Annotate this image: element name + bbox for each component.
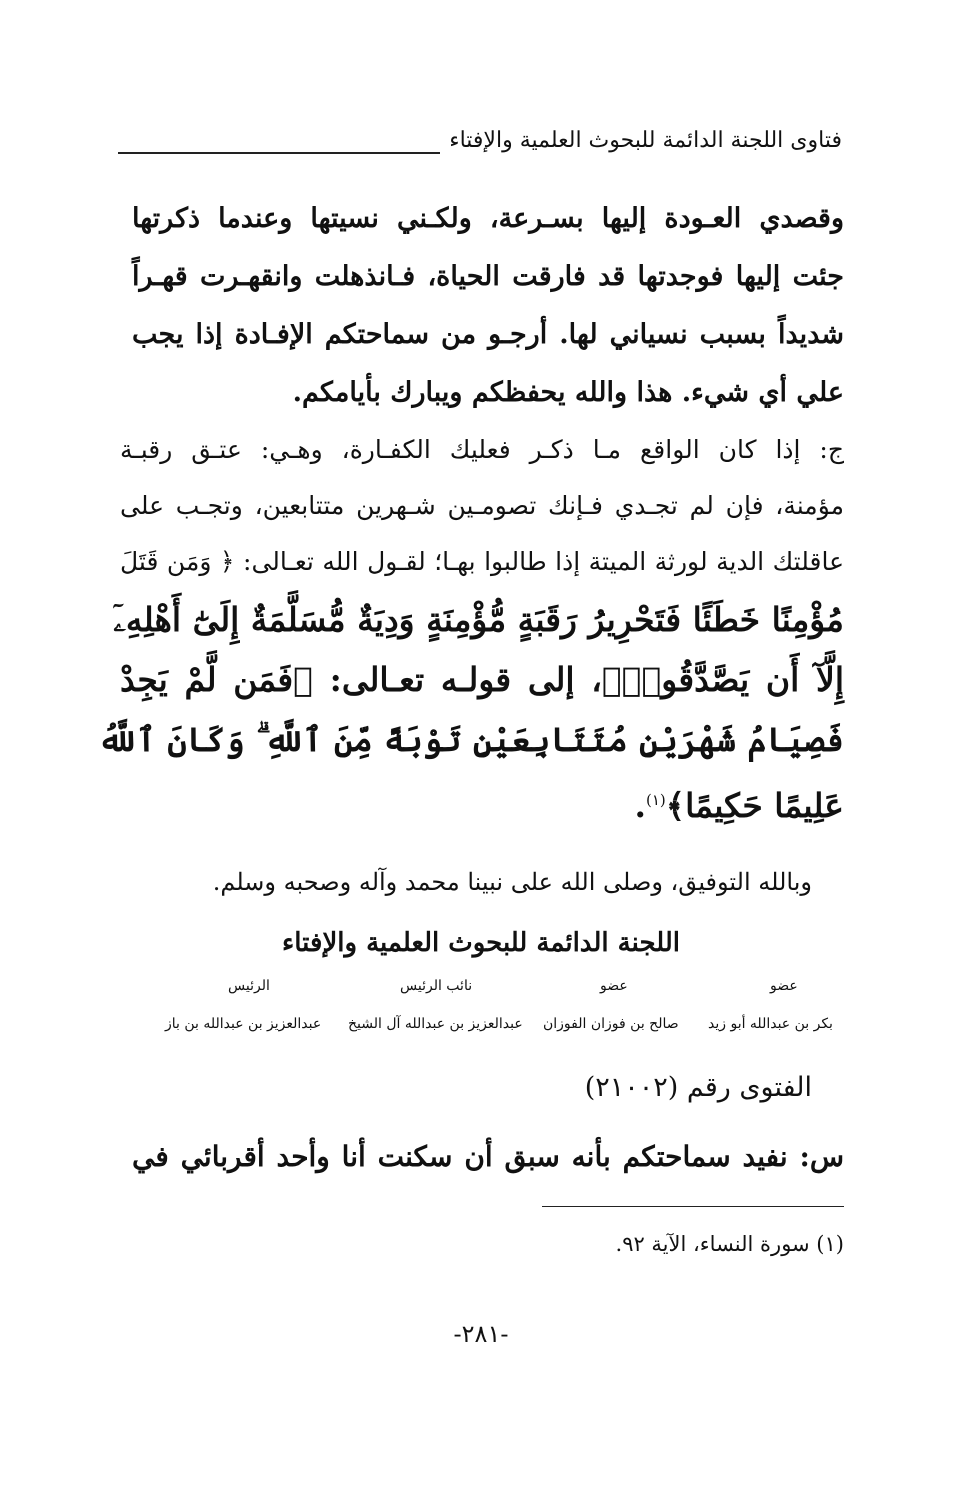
question-line: شديداً بسبب نسياني لها. أرجـو من سماحتكم الإفـادة إذا يجب [132,319,844,350]
quran-verse-line: فَصِيَامُ شَهْرَيْنِ مُتَتَابِعَيْنِ تَوْبَةً مِّنَ ٱللَّهِ ۗ وَكَانَ ٱللَّهُ [97,720,844,759]
question-line: جئت إليها فوجدتها قد فارقت الحياة، فـانذهلت وانقهـرت قهـراً [132,261,844,292]
quran-verse-end: عَلِيمًا حَكِيمًا﴾ [665,786,844,825]
answer-line: عاقلتك الدية لورثة الميتة إذا طالبوا بهـا؛ لقـول الله تعـالى: ﴿ وَمَن قَتَلَ [120,547,844,576]
next-question-line: س: نفيد سماحتكم بأنه سبق أن سكنت أنا وأحد أقربائي في [132,1140,844,1173]
signature-title: عضو [770,978,798,994]
quran-verse-line-last [120,770,844,836]
answer-line: ج: إذا كان الواقع مـا ذكـر فعليك الكفـارة، وهـي: عتـق رقبـة [120,435,844,464]
signature-name: صالح بن فوزان الفوزان [543,1016,679,1032]
signature-name: عبدالعزيز بن عبدالله بن باز [165,1016,322,1032]
header-rule [118,152,440,154]
signature-title: نائب الرئيس [400,978,473,994]
question-line: وقصدي العـودة إليها بسـرعة، ولكـني نسيتها وعندما ذكرتها [132,203,844,234]
committee-name: اللجنة الدائمة للبحوث العلمية والإفتاء [282,928,680,958]
quran-verse-line: مُؤْمِنًا خَطَئًا فَتَحْرِيرُ رَقَبَةٍ مُّؤْمِنَةٍ وَدِيَةٌ مُّسَلَّمَةٌ إِلَىٰٓ أَهْلِهِۦٓ [113,600,844,639]
sentence-end-mark: . [634,786,646,825]
closing-line: وبالله التوفيق، وصلى الله على نبينا محمد وآله وصحبه وسلم. [212,868,812,896]
question-paragraph [132,190,844,422]
footnote-reference: (١) [645,791,666,809]
answer-line: مؤمنة، فإن لم تجـدي فـإنك تصومـين شـهرين متتابعين، وتجـب على [120,491,844,520]
signature-title: عضو [600,978,628,994]
signature-name: بكر بن عبدالله أبو زيد [708,1016,833,1032]
quran-verse-line: إِلَّآ أَن يَصَّدَّقُوا۟﴾، إلى قولـه تعـالى: ﴿فَمَن لَّمْ يَجِدْ [120,660,844,699]
footnote: (١) سورة النساء، الآية ٩٢. [615,1232,844,1256]
page-number: -٢٨١- [453,1320,509,1348]
signature-name: عبدالعزيز بن عبدالله آل الشيخ [348,1016,523,1032]
running-header: فتاوى اللجنة الدائمة للبحوث العلمية والإفتاء [449,128,842,153]
signature-title: الرئيس [228,978,270,994]
answer-paragraph [97,422,844,836]
footnote-rule [542,1206,844,1207]
question-line: علي أي شيء. هذا والله يحفظكم ويبارك بأيامكم. [292,377,844,408]
fatwa-number: الفتوى رقم (٢١٠٠٢) [584,1072,812,1103]
